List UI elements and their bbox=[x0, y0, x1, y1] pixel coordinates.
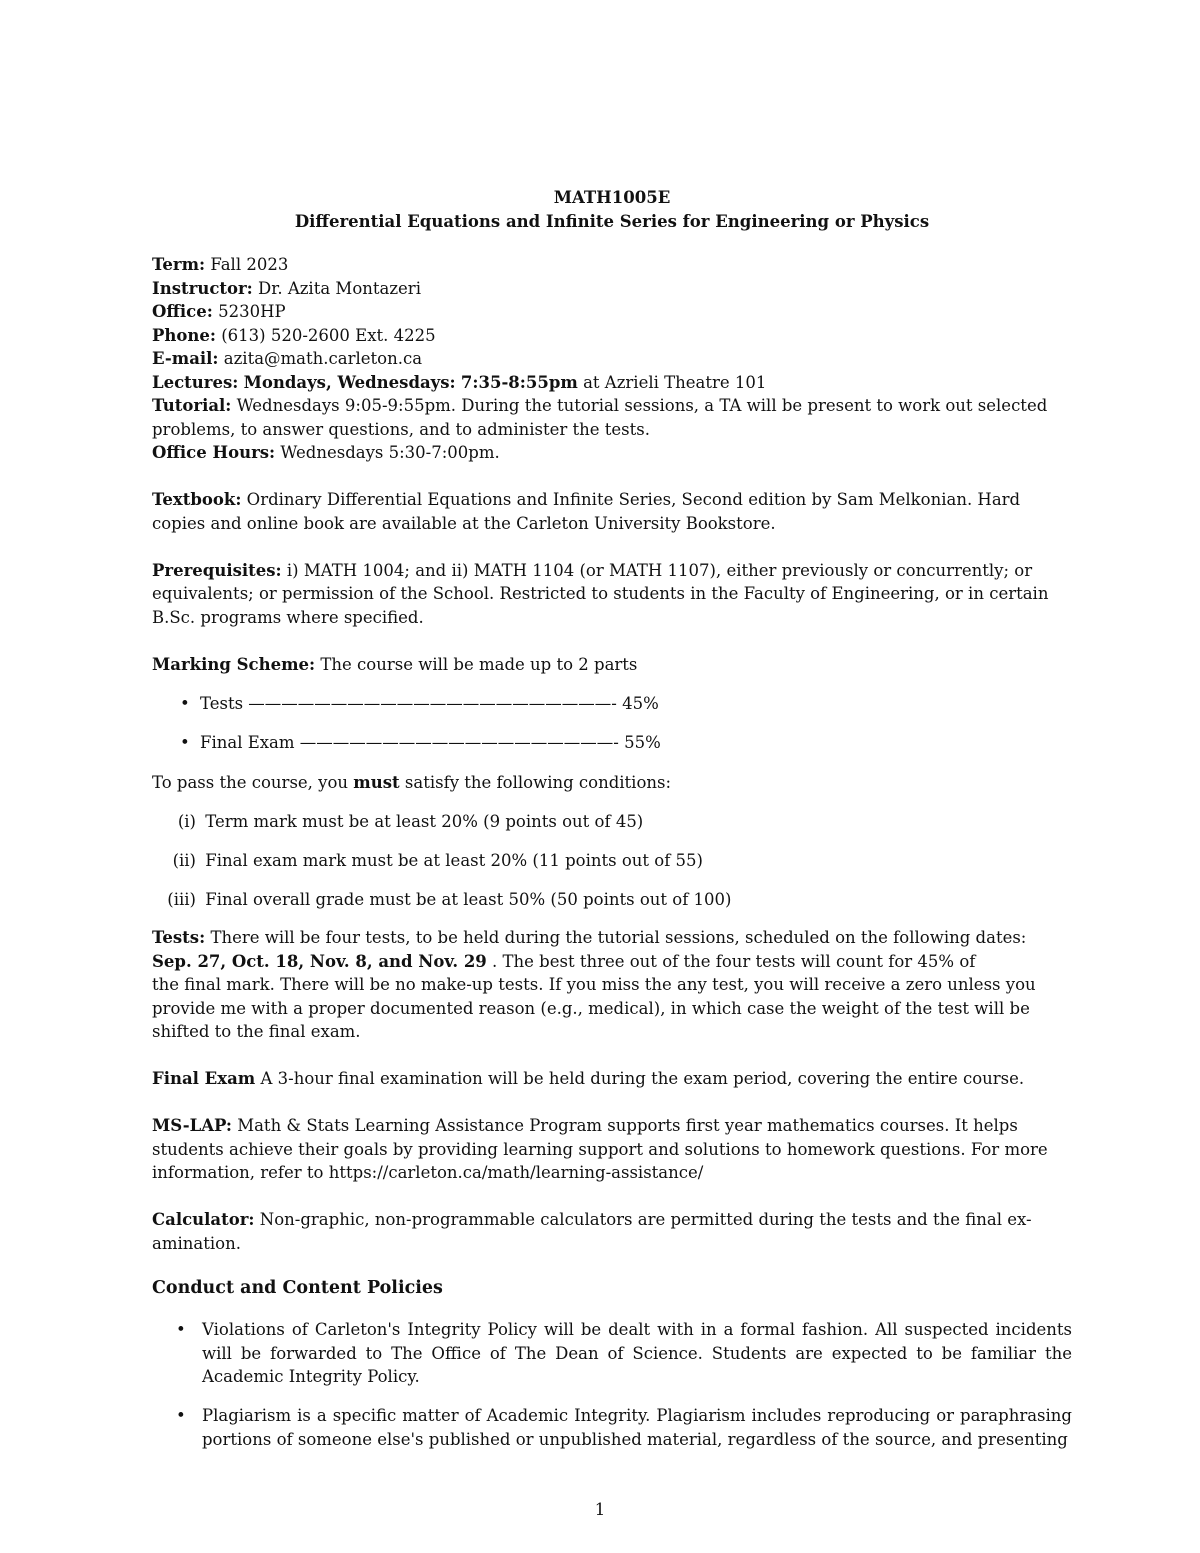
marking-item-tests bbox=[180, 692, 659, 716]
email-line bbox=[152, 347, 1072, 371]
bullet-icon: • bbox=[180, 733, 190, 752]
page-number: 1 bbox=[594, 1500, 606, 1519]
condition-text: Final overall grade must be at least 50% (50 points out of 100) bbox=[205, 890, 732, 909]
instructor-line bbox=[152, 277, 1072, 301]
prereq-text-1: i) MATH 1004; and ii) MATH 1104 (or MATH 1107), either previously or concurrently; or bbox=[286, 561, 1033, 580]
marking-item-text: Final Exam ———————————————————- 55% bbox=[200, 733, 661, 752]
marking-item-text: Tests ——————————————————————- 45% bbox=[200, 694, 659, 713]
mslap-text-1: Math & Stats Learning Assistance Program supports first year mathematics courses. It helps bbox=[237, 1116, 1018, 1135]
calculator-text-1: Non-graphic, non-programmable calculators are permitted during the tests and the final ex- bbox=[259, 1210, 1032, 1229]
course-title: Differential Equations and Infinite Series for Engineering or Physics bbox=[294, 212, 930, 231]
condition-text: Final exam mark must be at least 20% (11 points out of 55) bbox=[205, 851, 703, 870]
tests-dates: Sep. 27, Oct. 18, Nov. 8, and Nov. 29 bbox=[152, 952, 487, 971]
pass-condition-1 bbox=[152, 810, 1072, 834]
tutorial-line-2: problems, to answer questions, and to administer the tests. bbox=[152, 420, 650, 439]
bullet-icon: • bbox=[176, 1320, 186, 1339]
office-hours-line bbox=[152, 441, 1072, 465]
prereq-label: Prerequisites: bbox=[152, 561, 282, 580]
prereq-line-1 bbox=[152, 559, 1072, 583]
tutorial-line-1 bbox=[152, 394, 1072, 418]
calculator-line-1 bbox=[152, 1208, 1072, 1232]
office-hours-label: Office Hours: bbox=[152, 443, 276, 462]
conduct-item-1 bbox=[176, 1318, 1072, 1389]
calculator-line-2: amination. bbox=[152, 1234, 241, 1253]
textbook-line-2: copies and online book are available at the Carleton University Bookstore. bbox=[152, 514, 776, 533]
phone-label: Phone: bbox=[152, 326, 216, 345]
calculator-label: Calculator: bbox=[152, 1210, 255, 1229]
marking-item-final bbox=[180, 731, 661, 755]
instructor-label: Instructor: bbox=[152, 279, 253, 298]
textbook-line-1 bbox=[152, 488, 1072, 512]
mslap-line-3: information, refer to https://carleton.ca/math/learning-assistance/ bbox=[152, 1163, 704, 1182]
office-hours-value: Wednesdays 5:30-7:00pm. bbox=[280, 443, 500, 462]
email-value: azita@math.carleton.ca bbox=[223, 349, 423, 368]
lectures-days: Mondays, Wednesdays: bbox=[243, 373, 456, 392]
pass-condition-3 bbox=[152, 888, 1072, 912]
pass-intro-must: must bbox=[353, 773, 400, 792]
marking-line bbox=[152, 653, 1072, 677]
tests-line-3: the final mark. There will be no make-up tests. If you miss the any test, you will receive a zero unless you bbox=[152, 975, 1036, 994]
course-code: MATH1005E bbox=[553, 188, 671, 207]
term-value: Fall 2023 bbox=[210, 255, 289, 274]
prereq-line-2: equivalents; or permission of the School. Restricted to students in the Faculty of Engineering, or in certain bbox=[152, 584, 1049, 603]
term-line bbox=[152, 253, 1072, 277]
lectures-line bbox=[152, 371, 1072, 395]
conduct-item-text: Violations of Carleton's Integrity Policy will be dealt with in a formal fashion. All suspected incidents will be forwarded to The Office of The Dean of Science. Students are expected to be familiar the Academic Integrity Policy. bbox=[202, 1320, 1072, 1386]
mslap-line-2: students achieve their goals by providing learning support and solutions to homework questions. For more bbox=[152, 1140, 1048, 1159]
tests-line-1 bbox=[152, 926, 1072, 950]
conduct-item-text: Plagiarism is a specific matter of Academic Integrity. Plagiarism includes reproducing or paraphrasing portions of someone else's published or unpublished material, regardless of the source, and presenting bbox=[202, 1406, 1072, 1449]
tutorial-text-1: Wednesdays 9:05-9:55pm. During the tutorial sessions, a TA will be present to work out selected bbox=[236, 396, 1048, 415]
marking-intro: The course will be made up to 2 parts bbox=[320, 655, 638, 674]
phone-value: (613) 520-2600 Ext. 4225 bbox=[221, 326, 436, 345]
tutorial-label: Tutorial: bbox=[152, 396, 232, 415]
condition-label: (iii) bbox=[167, 890, 196, 909]
tests-line-2 bbox=[152, 950, 1072, 974]
textbook-text-1: Ordinary Differential Equations and Infinite Series, Second edition by Sam Melkonian. Hard bbox=[246, 490, 1021, 509]
pass-condition-2 bbox=[152, 849, 1072, 873]
mslap-label: MS-LAP: bbox=[152, 1116, 232, 1135]
phone-line bbox=[152, 324, 1072, 348]
bullet-icon: • bbox=[180, 694, 190, 713]
conduct-section-title: Conduct and Content Policies bbox=[152, 1278, 443, 1298]
email-label: E-mail: bbox=[152, 349, 219, 368]
instructor-value: Dr. Azita Montazeri bbox=[258, 279, 421, 298]
pass-intro bbox=[152, 771, 1072, 795]
office-value: 5230HP bbox=[218, 302, 286, 321]
office-label: Office: bbox=[152, 302, 213, 321]
conduct-item-2 bbox=[176, 1404, 1072, 1451]
term-label: Term: bbox=[152, 255, 206, 274]
pass-intro-c: satisfy the following conditions: bbox=[404, 773, 672, 792]
textbook-label: Textbook: bbox=[152, 490, 242, 509]
tests-text-2: . The best three out of the four tests will count for 45% of bbox=[492, 952, 976, 971]
tests-text-1: There will be four tests, to be held during the tutorial sessions, scheduled on the following dates: bbox=[210, 928, 1027, 947]
marking-label: Marking Scheme: bbox=[152, 655, 316, 674]
final-exam-line bbox=[152, 1067, 1072, 1091]
final-exam-text: A 3-hour final examination will be held during the exam period, covering the entire course. bbox=[260, 1069, 1025, 1088]
mslap-line-1 bbox=[152, 1114, 1072, 1138]
lectures-label: Lectures: bbox=[152, 373, 239, 392]
office-line bbox=[152, 300, 1072, 324]
tests-label: Tests: bbox=[152, 928, 206, 947]
condition-label: (i) bbox=[177, 812, 196, 831]
lectures-place: at Azrieli Theatre 101 bbox=[583, 373, 767, 392]
final-exam-label: Final Exam bbox=[152, 1069, 256, 1088]
pass-intro-a: To pass the course, you bbox=[152, 773, 349, 792]
condition-text: Term mark must be at least 20% (9 points out of 45) bbox=[205, 812, 644, 831]
condition-label: (ii) bbox=[172, 851, 196, 870]
lectures-time: 7:35-8:55pm bbox=[460, 373, 578, 392]
tests-line-5: shifted to the final exam. bbox=[152, 1022, 361, 1041]
tests-line-4: provide me with a proper documented reason (e.g., medical), in which case the weight of the test will be bbox=[152, 999, 1030, 1018]
prereq-line-3: B.Sc. programs where specified. bbox=[152, 608, 424, 627]
bullet-icon: • bbox=[176, 1406, 186, 1425]
